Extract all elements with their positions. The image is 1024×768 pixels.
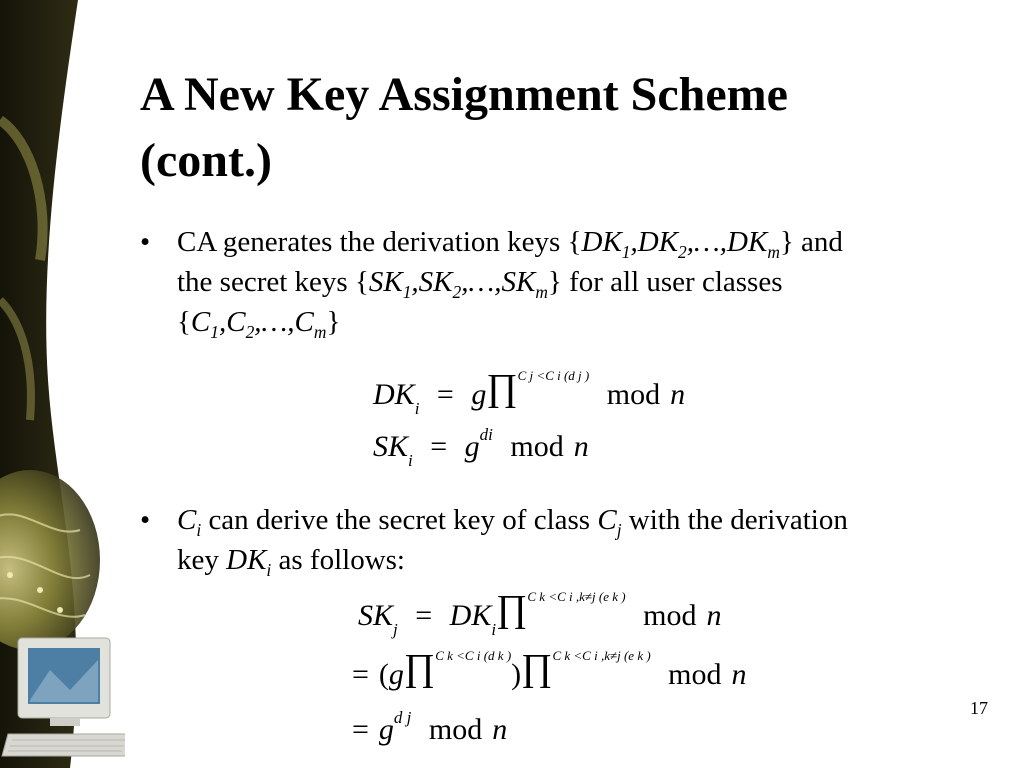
product-symbol: ∏ — [521, 647, 553, 689]
eq-exponent: C k <C i ,k≠j (e k ) — [552, 648, 651, 663]
eq-term: SK — [373, 430, 409, 463]
equation-derive-line2 — [352, 647, 747, 700]
text-subscript: i — [266, 560, 272, 580]
eq-mod: mod — [668, 658, 722, 691]
title-line-1: A New Key Assignment Scheme — [140, 68, 788, 121]
eq-term: g — [471, 378, 487, 411]
text-segment: with the derivation — [628, 504, 848, 536]
equation-sk — [373, 427, 589, 471]
eq-exponent: C k <C i (d k ) — [435, 648, 512, 663]
eq-term: n — [706, 599, 722, 632]
text-subscript: j — [616, 520, 622, 540]
text-segment: } for all user classes — [547, 266, 783, 298]
decorative-side-panel — [0, 0, 125, 768]
eq-equals: = — [352, 713, 369, 746]
text-segment: C — [177, 504, 197, 536]
eq-term: g — [464, 430, 480, 463]
equation-dk — [373, 367, 686, 420]
text-segment: C — [597, 504, 617, 536]
eq-mod: mod — [510, 430, 564, 463]
equation-derive-line3 — [352, 710, 507, 754]
eq-term: g — [388, 658, 404, 691]
eq-exponent: di — [479, 425, 493, 444]
eq-paren: ) — [511, 658, 522, 691]
bullet-dot: • — [140, 504, 151, 536]
product-symbol: ∏ — [496, 588, 528, 630]
eq-paren: ( — [378, 658, 389, 691]
bullet-ca-generates — [140, 222, 990, 342]
eq-term: g — [378, 713, 394, 746]
page-number: 17 — [970, 698, 988, 718]
text-segment: } and — [779, 226, 843, 258]
text-subscript: i — [196, 520, 202, 540]
eq-term: n — [573, 430, 589, 463]
text-segment: DK — [226, 544, 267, 576]
text-segment: as follows: — [278, 544, 405, 576]
text-segment: can derive the secret key of class — [208, 504, 591, 536]
bullet-ci-can-derive — [140, 500, 990, 580]
eq-mod: mod — [428, 713, 483, 746]
eq-subscript: j — [393, 620, 398, 639]
eq-equals: = — [352, 658, 369, 691]
eq-term: SK — [358, 599, 394, 632]
equation-derive-line1 — [358, 588, 722, 641]
eq-exponent: C k <C i ,k≠j (e k ) — [527, 589, 626, 604]
eq-term: n — [731, 658, 747, 691]
eq-mod: mod — [643, 599, 697, 632]
computer-monitor-icon — [18, 638, 110, 726]
eq-equals: = — [436, 378, 454, 411]
eq-exponent: C j <C i (d j ) — [517, 368, 590, 383]
product-symbol: ∏ — [486, 367, 518, 409]
eq-term: DK — [373, 378, 415, 411]
title-line-2: (cont.) — [140, 134, 272, 187]
text-segment: the secret keys { — [177, 266, 369, 298]
keyboard-icon — [2, 734, 125, 756]
eq-subscript: i — [414, 399, 420, 418]
eq-subscript: i — [408, 451, 413, 470]
text-segment: CA generates the derivation keys { — [177, 226, 582, 258]
bullet-dot: • — [140, 226, 151, 258]
eq-exponent: d j — [393, 708, 412, 727]
bullet-text — [177, 500, 990, 580]
eq-equals: = — [430, 430, 448, 463]
product-symbol: ∏ — [403, 647, 436, 689]
eq-term: n — [670, 378, 686, 411]
eq-subscript: i — [491, 620, 497, 639]
slide-title — [140, 62, 1000, 194]
bullet-text: CA generates the derivation keys $\{DK_1,DK_2,\dots,DK_m\}$ and the secret keys $\{SK_1,SK_2,\dots,SK_m\}$ for all user classes $\{C_1,C_2,\dots,C_m\}$ — [177, 226, 843, 342]
eq-equals: = — [415, 599, 433, 632]
text-segment: { — [177, 306, 191, 338]
eq-term: DK — [449, 599, 492, 632]
eq-term: n — [492, 713, 508, 746]
eq-mod: mod — [606, 378, 661, 411]
text-segment: key — [177, 544, 219, 576]
